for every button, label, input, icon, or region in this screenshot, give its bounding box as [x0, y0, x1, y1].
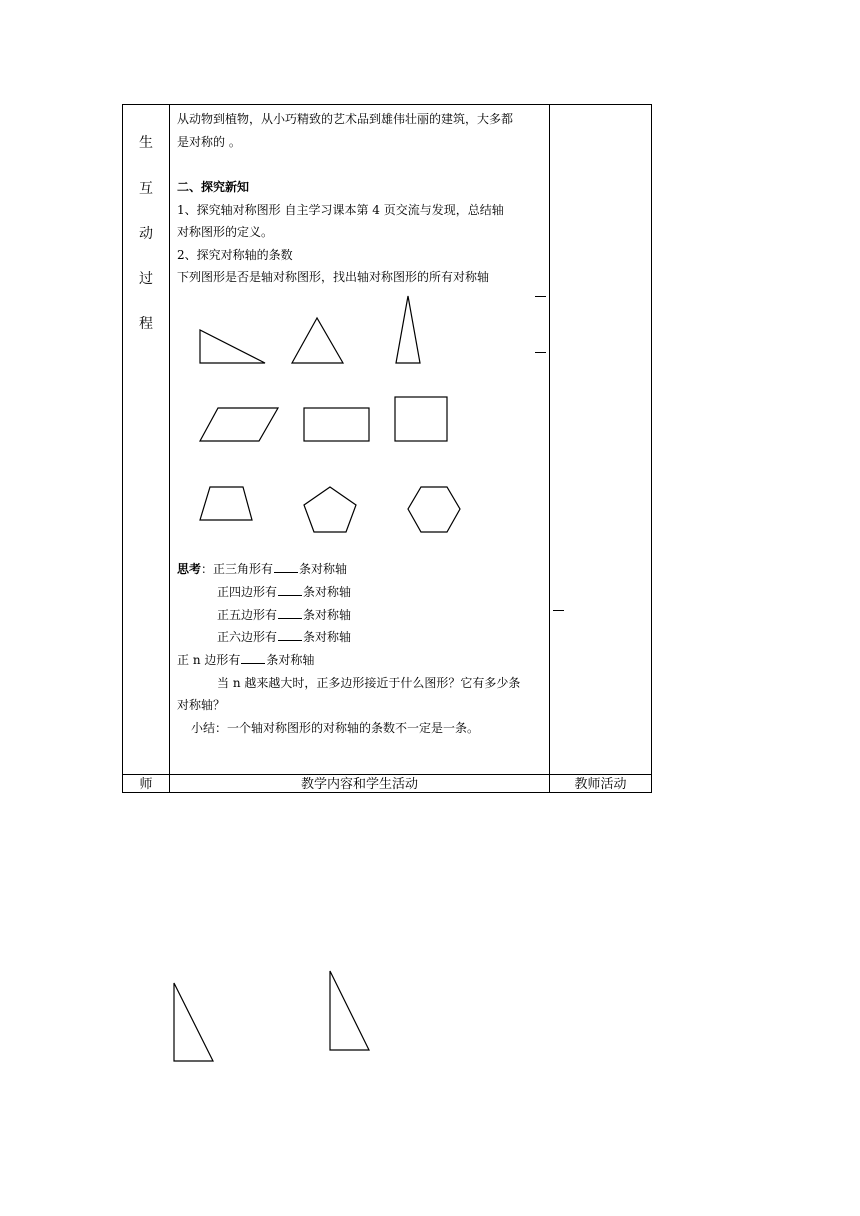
- column-divider: [169, 105, 170, 792]
- item-text: 2、探究对称轴的条数: [177, 248, 293, 262]
- question-suffix: 条对称轴: [299, 562, 348, 576]
- answer-blank[interactable]: [278, 583, 302, 596]
- instruction-text: 下列图形是否是轴对称图形，找出轴对称图形的所有对称轴: [177, 270, 490, 284]
- intro-text: 是对称的 。: [177, 135, 241, 149]
- answer-blank[interactable]: [274, 560, 298, 573]
- item-text: 1、探究轴对称图形 自主学习课本第 4 页交流与发现，总结轴: [177, 203, 504, 217]
- side-char: 程: [139, 316, 153, 332]
- question-row: [217, 581, 351, 603]
- answer-blank[interactable]: [241, 651, 265, 664]
- lesson-table: [122, 104, 652, 793]
- question-row: [177, 558, 347, 580]
- answer-blank[interactable]: [278, 628, 302, 641]
- right-triangle-icon: [330, 971, 369, 1050]
- question-suffix: 条对称轴: [303, 630, 352, 644]
- column-divider: [549, 105, 550, 792]
- question-prefix: 正五边形有: [217, 608, 278, 622]
- question-suffix: 条对称轴: [303, 585, 352, 599]
- question-suffix: 条对称轴: [303, 608, 352, 622]
- question-prefix: 正三角形有: [213, 562, 274, 576]
- section-title: 二、探究新知: [177, 180, 250, 194]
- summary-text: 小结：一个轴对称图形的对称轴的条数不一定是一条。: [191, 721, 480, 735]
- margin-mark: [535, 296, 546, 297]
- footer-cell-content: 教学内容和学生活动: [300, 777, 418, 792]
- side-char: 动: [139, 226, 153, 242]
- margin-mark: [535, 352, 546, 353]
- question-prefix: 正六边形有: [217, 630, 278, 644]
- footer-cell-teacher: 师: [139, 777, 153, 792]
- answer-blank[interactable]: [278, 606, 302, 619]
- question-suffix: 条对称轴: [266, 653, 315, 667]
- right-triangle-icon: [174, 983, 213, 1061]
- footer-cell-activity: 教师活动: [574, 777, 627, 792]
- question-row: [217, 626, 351, 648]
- side-char: 互: [139, 181, 153, 197]
- question-row: [217, 604, 351, 626]
- side-char: 生: [139, 135, 153, 151]
- question-prefix: 正四边形有: [217, 585, 278, 599]
- margin-mark: [553, 610, 564, 611]
- question-row: [177, 649, 314, 671]
- question-prefix: 正 n 边形有: [177, 653, 241, 667]
- think-colon: ：: [201, 562, 214, 576]
- intro-text: 从动物到植物，从小巧精致的艺术品到雄伟壮丽的建筑，大多都: [177, 112, 514, 126]
- question-text: 对称轴？: [177, 698, 226, 712]
- think-label: 思考: [177, 562, 202, 576]
- side-char: 过: [139, 271, 153, 287]
- question-text: 当 n 越来越大时，正多边形接近于什么图形？它有多少条: [217, 676, 521, 690]
- item-text: 对称图形的定义。: [177, 225, 274, 239]
